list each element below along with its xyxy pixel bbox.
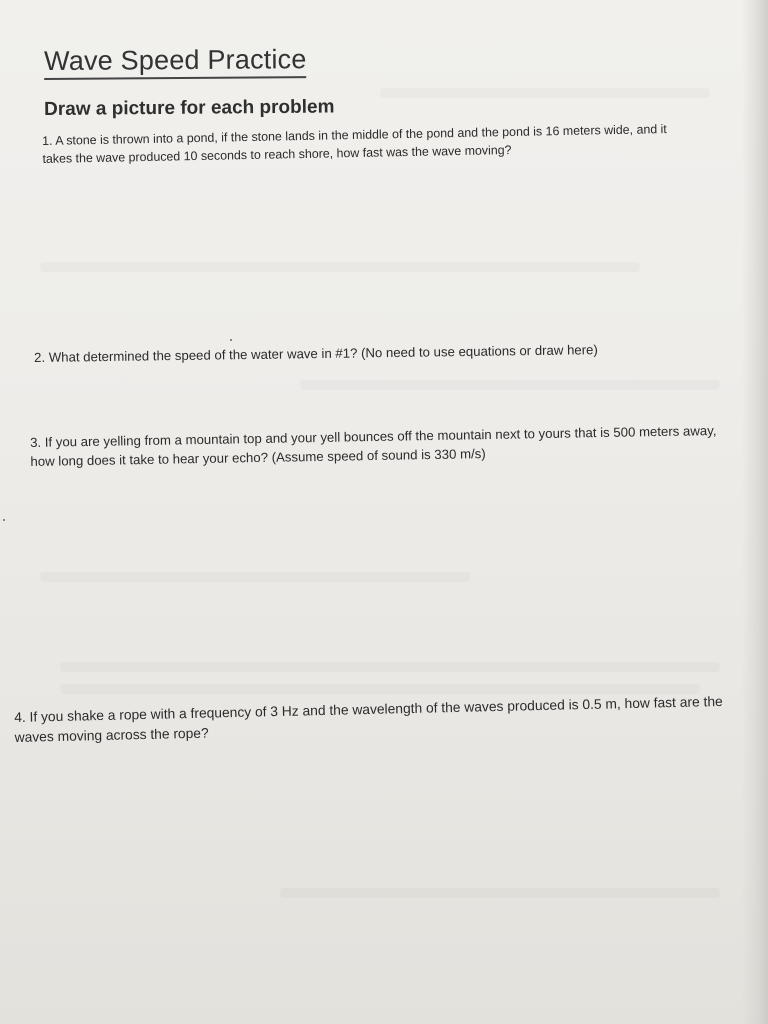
question-1: 1. A stone is thrown into a pond, if the stone lands in the middle of the pond and the pond is 16 meters wide, and it takes the wave produced 10 seconds to reach shore, how fast was the wave moving? — [42, 122, 667, 166]
show-through-text — [380, 88, 710, 98]
stray-mark — [3, 519, 5, 521]
page-subtitle: Draw a picture for each problem — [44, 96, 335, 120]
show-through-text — [40, 572, 470, 582]
question-2: 2. What determined the speed of the water wave in #1? (No need to use equations or draw here) — [34, 342, 598, 365]
page-edge-shadow — [742, 0, 768, 1024]
show-through-text — [40, 262, 640, 272]
show-through-text — [280, 888, 720, 898]
show-through-text — [60, 684, 700, 694]
question-4: 4. If you shake a rope with a frequency of 3 Hz and the wavelength of the waves produced is 0.5 m, how fast are the waves moving across the rope? — [14, 693, 723, 745]
show-through-text — [300, 380, 720, 390]
question-3: 3. If you are yelling from a mountain top and your yell bounces off the mountain next to yours that is 500 meters away, how long does it take to hear your echo? (Assume speed of sound is 330 m/s) — [30, 423, 717, 469]
show-through-text — [60, 662, 720, 672]
stray-mark — [230, 339, 232, 341]
page-title: Wave Speed Practice — [44, 44, 307, 80]
